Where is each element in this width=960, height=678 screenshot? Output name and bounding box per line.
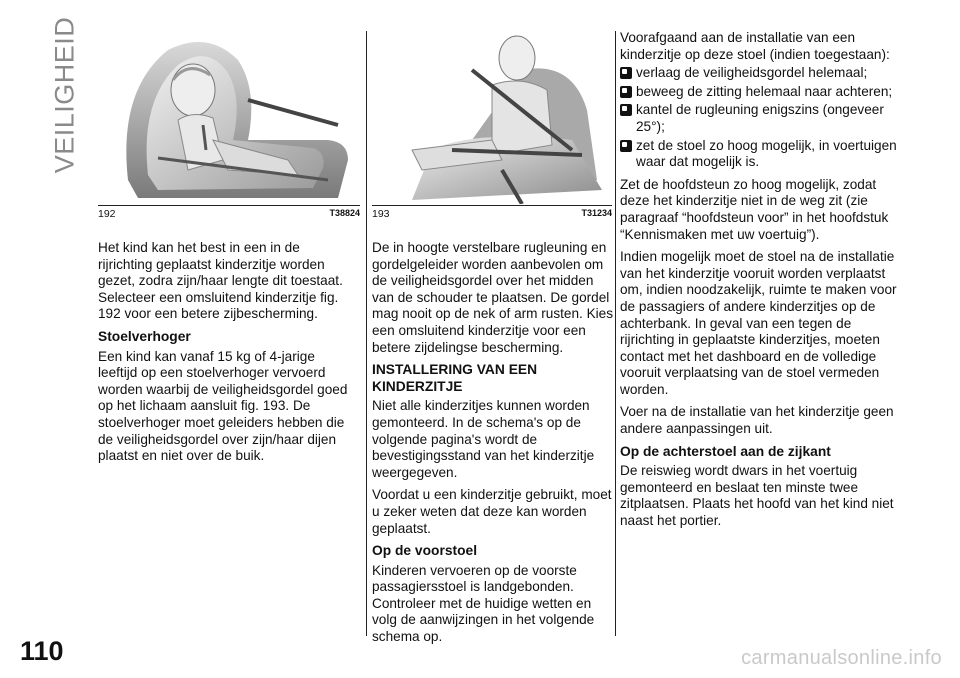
col1-body: Een kind kan vanaf 15 kg of 4-jarige leeftijd op een stoelverhoger vervoerd worden waarbij de veiligheidsgordel goed op het lichaam aansluit fig. 193. De stoelverhoger moet geleiders hebben die de veiligheidsgordel over zijn/haar dijen plaatst en niet over de buik.	[98, 348, 348, 464]
col3-paragraph-4: De reiswieg wordt dwars in het voertuig gemonteerd en beslaat ten minste twee zitplaatsen. Plaats het hoofd van het kind niet naast het portier.	[620, 463, 894, 529]
col2-paragraph-1: Niet alle kinderzitjes kunnen worden gemonteerd. In de schema's op de volgende pagina's wordt de bevestigingsstand van het kinderzitje weergegeven.	[372, 398, 595, 480]
col3-paragraph-3: Voer na de installatie van het kinderzitje geen andere aanpassingen uit.	[620, 404, 894, 437]
col3-heading: Op de achterstoel aan de zijkant	[620, 443, 831, 459]
figure-192-code: T38824	[329, 208, 360, 218]
bullet-key-icon	[620, 140, 632, 152]
bullet-key-icon	[620, 86, 632, 98]
col1-intro: Het kind kan het best in een in de rijrichting geplaatst kinderzitje worden gezet, zodra zijn/haar lengte dit toestaat. Selecteer een omsluitend kinderzitje fig. 192 voor een betere zijbescherming.	[98, 240, 343, 322]
bullet-text: verlaag de veiligheidsgordel helemaal;	[636, 65, 868, 81]
bullet-text: kantel de rugleuning enigszins (ongeveer 25°);	[636, 102, 884, 134]
bullet-key-icon	[620, 67, 632, 79]
bullet-item	[620, 65, 900, 82]
figure-192-child-seat	[98, 30, 360, 204]
bullet-item	[620, 84, 900, 101]
bullet-key-icon	[620, 104, 632, 116]
side-title-text: VEILIGHEID	[49, 16, 80, 174]
col2-paragraph-2: Voordat u een kinderzitje gebruikt, moet u zeker weten dat deze kan worden geplaatst.	[372, 487, 612, 536]
figure-193-caption	[372, 208, 612, 220]
page-number: 110	[20, 636, 64, 666]
column-divider-right	[615, 31, 616, 636]
figure-193-booster-seat	[372, 30, 612, 204]
figure-192-caption	[98, 208, 360, 220]
text-column-2	[372, 240, 614, 652]
section-side-title	[49, 16, 80, 174]
text-column-3	[620, 30, 900, 536]
figure-193-number: 193	[372, 208, 390, 220]
col2-paragraph-3: Kinderen vervoeren op de voorste passagiersstoel is landgebonden. Controleer met de huidige wetten en volg de aanwijzingen in het volgende schema op.	[372, 562, 595, 645]
bullet-text: zet de stoel zo hoog mogelijk, in voertuigen waar dat mogelijk is.	[636, 137, 897, 170]
child-seat-illustration	[98, 30, 360, 204]
figure-193-code: T31234	[581, 208, 612, 218]
col1-heading: Stoelverhoger	[98, 328, 191, 344]
bullet-item	[620, 102, 900, 135]
col2-subheading: Op de voorstoel	[372, 543, 478, 559]
figure-192-number: 192	[98, 208, 116, 220]
column-divider-left	[366, 31, 367, 636]
caption-rule-192	[98, 205, 360, 206]
caption-rule-193	[372, 205, 612, 206]
col2-intro: De in hoogte verstelbare rugleuning en gordelgeleider worden aanbevolen om de veiligheidsgordel over het midden van de schouder te plaatsen. De gordel mag nooit op de nek of arm rusten. Kies een omsluitend kinderzitje voor een betere zijdelingse bescherming.	[372, 240, 614, 355]
text-column-1	[98, 240, 348, 471]
watermark: carmanualsonline.info	[741, 647, 942, 669]
col3-paragraph-2: Indien mogelijk moet de stoel na de installatie van het kinderzitje vooruit worden verplaatst om, indien noodzakelijk, ruimte te maken voor de passagiers of andere kinderzitjes op de achterbank. In geval van een tegen de rijrichting in geplaatste kinderzitjes, moeten contact met het dashboard en de volledige vooruit verplaatsing van de stoel vermeden worden.	[620, 249, 897, 397]
col2-heading: INSTALLERING VAN EEN KINDERZITJE	[372, 362, 538, 394]
bullet-item	[620, 138, 900, 171]
col3-intro: Voorafgaand aan de installatie van een kinderzitje op deze stoel (indien toegestaan):	[620, 30, 890, 62]
booster-seat-illustration	[372, 30, 612, 204]
bullet-text: beweeg de zitting helemaal naar achteren;	[636, 83, 893, 99]
col3-paragraph-1: Zet de hoofdsteun zo hoog mogelijk, zodat deze het kinderzitje niet in de weg zit (zie paragraaf “hoofdsteun voor” in het hoofdstuk “Kennismaken met uw voertuig”).	[620, 176, 889, 242]
